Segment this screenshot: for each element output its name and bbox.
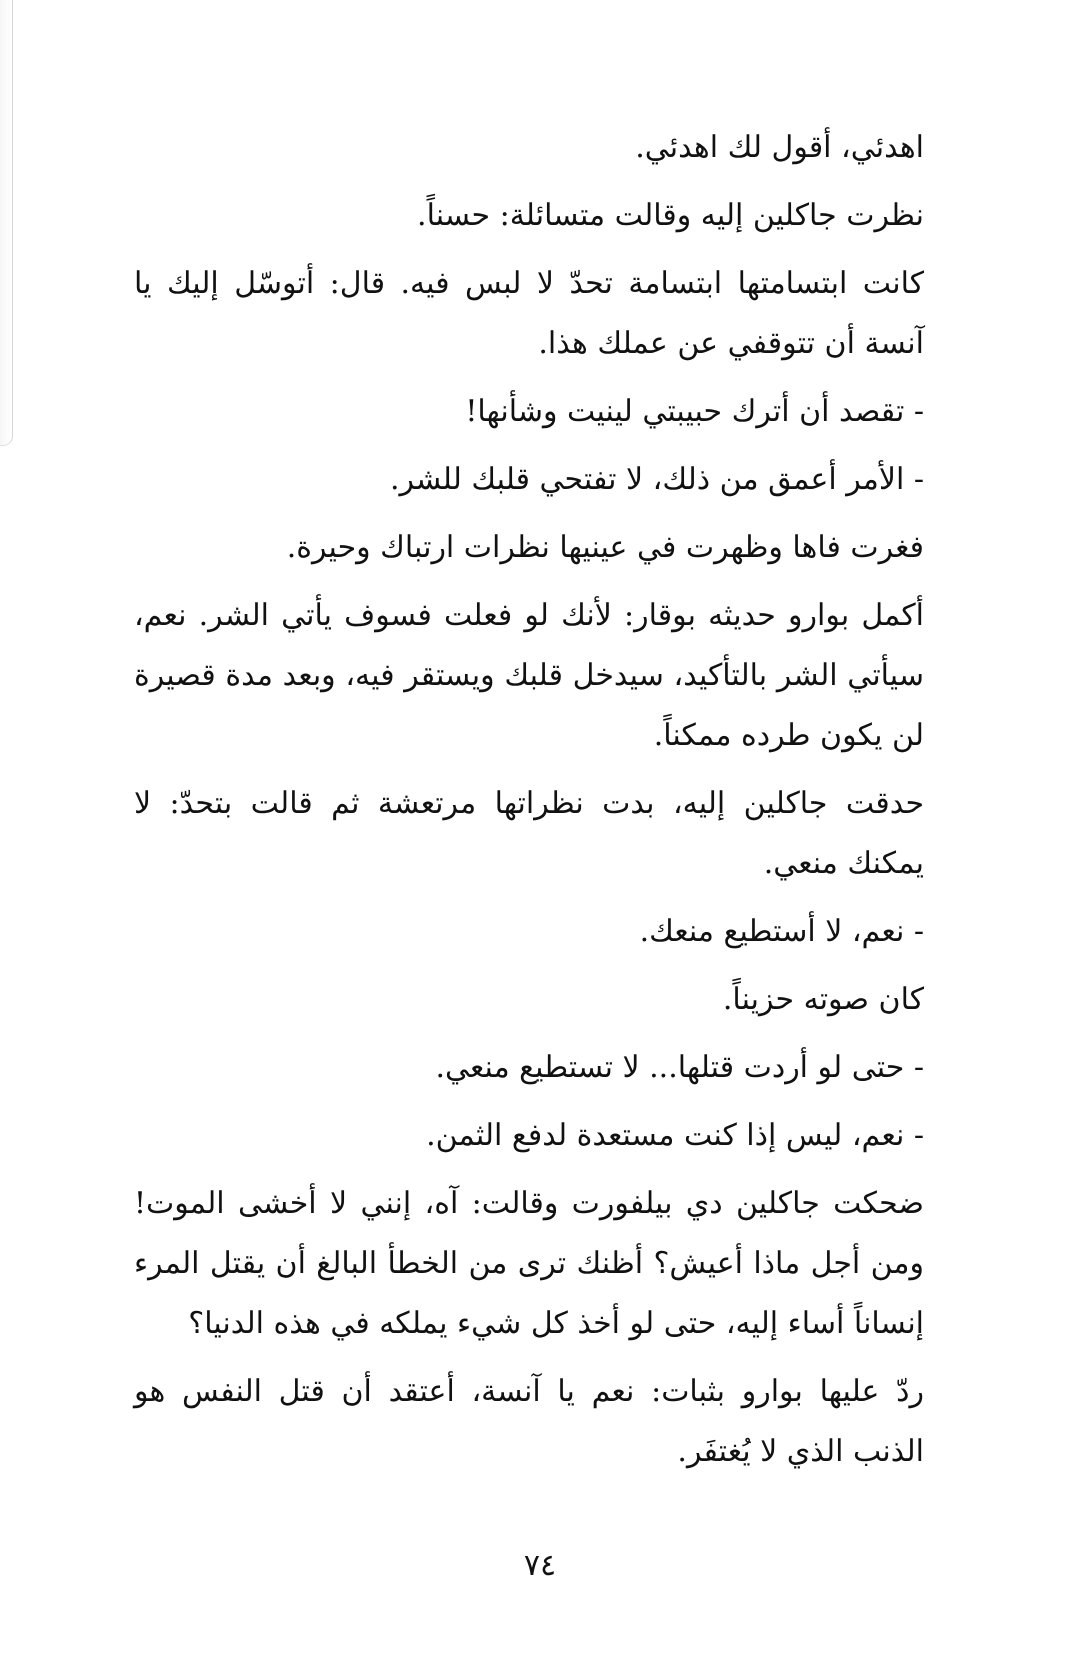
paragraph-9: ردّ عليها بوارو بثبات: نعم يا آنسة، أعتقد أن قتل النفس هو الذنب الذي لا يُغتفَر. (134, 1374, 924, 1469)
dialogue-line-2: - الأمر أعمق من ذلك، لا تفتحي قلبك للشر. (389, 462, 924, 497)
page-edge (0, 0, 13, 446)
dialogue-line-3: - نعم، لا أستطيع منعك. (639, 914, 924, 949)
paragraph-1: اهدئي، أقول لك اهدئي. (635, 130, 924, 165)
paragraph-5: أكمل بوارو حديثه بوقار: لأنك لو فعلت فسوف يأتي الشر. نعم، سيأتي الشر بالتأكيد، سيدخل قلبك ويستقر فيه، وبعد مدة قصيرة لن يكون طرده ممكناً. (134, 598, 924, 753)
dialogue-line-5: - نعم، ليس إذا كنت مستعدة لدفع الثمن. (426, 1118, 924, 1153)
page-body (134, 118, 924, 1490)
paragraph-7: كان صوته حزيناً. (722, 982, 924, 1017)
paragraph-2: نظرت جاكلين إليه وقالت متسائلة: حسناً. (417, 198, 924, 233)
dialogue-line-1: - تقصد أن أترك حبيبتي لينيت وشأنها! (465, 394, 924, 429)
dialogue-line-4: - حتى لو أردت قتلها... لا تستطيع منعي. (435, 1050, 924, 1085)
paragraph-3: كانت ابتسامتها ابتسامة تحدّ لا لبس فيه. قال: أتوسّل إليك يا آنسة أن تتوقفي عن عملك هذا. (134, 266, 924, 361)
paragraph-4: فغرت فاها وظهرت في عينيها نظرات ارتباك وحيرة. (286, 530, 924, 565)
paragraph-6: حدقت جاكلين إليه، بدت نظراتها مرتعشة ثم قالت بتحدّ: لا يمكنك منعي. (134, 786, 925, 881)
page-number: ٧٤ (523, 1548, 557, 1583)
paragraph-8: ضحكت جاكلين دي بيلفورت وقالت: آه، إنني لا أخشى الموت! ومن أجل ماذا أعيش؟ أظنك ترى من الخطأ البالغ أن يقتل المرء إنساناً أساء إليه، حتى لو أخذ كل شيء يملكه في هذه الدنيا؟ (134, 1186, 924, 1341)
